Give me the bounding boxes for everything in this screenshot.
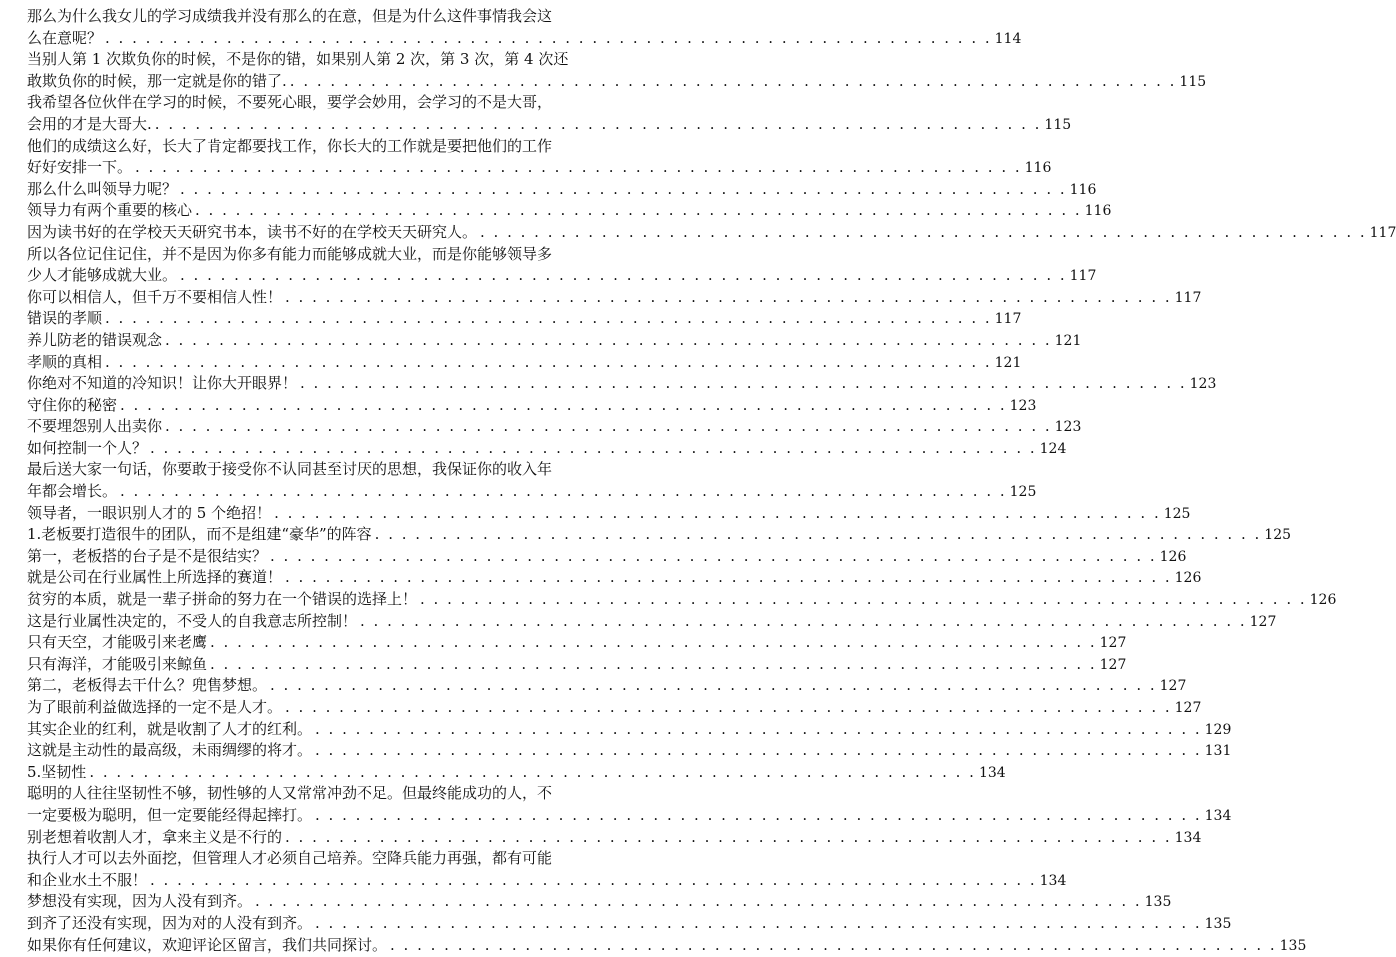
toc-page-number: 125 <box>1009 484 1037 501</box>
toc-entry[interactable] <box>27 632 1127 654</box>
toc-entry-line <box>27 287 1202 309</box>
toc-entry-line <box>27 416 1082 438</box>
toc-entry-line <box>27 200 1112 222</box>
toc-page-number: 116 <box>1024 160 1052 177</box>
toc-entry[interactable] <box>27 136 1052 179</box>
toc-entry[interactable] <box>27 287 1202 309</box>
toc-entry-title: 你可以相信人，但千万不要相信人性！ <box>27 287 283 306</box>
toc-entry[interactable] <box>27 654 1127 676</box>
toc-entry-title: 为了眼前利益做选择的一定不是人才。 <box>27 698 283 716</box>
toc-page-number: 114 <box>994 30 1022 47</box>
dot-leader: . . . . . . . . . . . . . . . . . . . . . . . . . . . . . . . . . . . . . . . . . . . . . . . . . . . . . . . . . . . . . . . . . . <box>210 654 1097 673</box>
toc-entry[interactable] <box>27 244 1097 287</box>
dot-leader: . . . . . . . . . . . . . . . . . . . . . . . . . . . . . . . . . . . . . . . . . . . . . . . . . . . . . . . . . . . . . . . . . . <box>374 525 1262 544</box>
dot-leader: . . . . . . . . . . . . . . . . . . . . . . . . . . . . . . . . . . . . . . . . . . . . . . . . . . . . . . . . . . . . . . . . . . <box>315 805 1202 824</box>
toc-entry-title: 这是行业属性决定的，不受人的自我意志所控制！ <box>27 611 358 630</box>
toc-page-number: 115 <box>1044 116 1072 133</box>
toc-entry-line <box>27 546 1187 568</box>
toc-entry-line <box>27 114 1072 136</box>
toc-entry[interactable] <box>27 222 1396 244</box>
toc-entry-title: 只有海洋，才能吸引来鲸鱼 <box>27 654 208 673</box>
dot-leader: . . . . . . . . . . . . . . . . . . . . . . . . . . . . . . . . . . . . . . . . . . . . . . . . . . . . . . . . . . . . . . . . . . <box>105 28 992 47</box>
toc-entry-title: 养儿防老的错误观念 <box>27 330 163 349</box>
toc-entry-line <box>27 459 584 481</box>
dot-leader: . . . . . . . . . . . . . . . . . . . . . . . . . . . . . . . . . . . . . . . . . . . . . . . . . . . . . . . . . . . . . . . . . . <box>274 503 1161 522</box>
toc-entry-line <box>27 503 1191 525</box>
toc-entry-title: 那么什么叫领导力呢？ <box>27 179 178 198</box>
dot-leader: . . . . . . . . . . . . . . . . . . . . . . . . . . . . . . . . . . . . . . . . . . . . . . . . . . . . . . . . . . . . . . . . . . <box>105 352 992 371</box>
toc-entry-line <box>27 632 1127 654</box>
toc-entry-line <box>27 697 1202 719</box>
toc-entry[interactable] <box>27 308 1022 330</box>
toc-entry-line <box>27 762 1006 784</box>
toc-entry-title: 就是公司在行业属性上所选择的赛道！ <box>27 568 283 587</box>
toc-entry[interactable] <box>27 935 1307 957</box>
toc-entry-title: 他们的成绩这么好，长大了肯定都要找工作，你长大的工作就是要把他们的工作 <box>27 136 553 155</box>
toc-page-number: 129 <box>1204 721 1232 738</box>
toc-entry-line <box>27 179 1097 201</box>
dot-leader: . . . . . . . . . . . . . . . . . . . . . . . . . . . . . . . . . . . . . . . . . . . . . . . . . . . . . . . . . . . . . . . . . . <box>285 698 1172 716</box>
dot-leader: . . . . . . . . . . . . . . . . . . . . . . . . . . . . . . . . . . . . . . . . . . . . . . . . . . . . . . . . . . . . . . . . . . <box>154 114 1042 133</box>
dot-leader: . . . . . . . . . . . . . . . . . . . . . . . . . . . . . . . . . . . . . . . . . . . . . . . . . . . . . . . . . . . . . . . . . . <box>300 374 1187 393</box>
toc-entry-line <box>27 481 1037 503</box>
toc-entry-title: 少人才能够成就大业。 <box>27 266 178 285</box>
dot-leader: . . . . . . . . . . . . . . . . . . . . . . . . . . . . . . . . . . . . . . . . . . . . . . . . . . . . . . . . . . . . . . . . . . <box>135 158 1022 177</box>
toc-page-number: 124 <box>1039 440 1067 457</box>
toc-page-number: 125 <box>1163 505 1191 522</box>
toc-page-number: 116 <box>1084 203 1112 220</box>
toc-page-number: 134 <box>1039 872 1067 889</box>
toc-entry-title: 只有天空，才能吸引来老鹰 <box>27 633 208 652</box>
toc-page-number: 115 <box>1179 73 1207 90</box>
dot-leader: . . . . . . . . . . . . . . . . . . . . . . . . . . . . . . . . . . . . . . . . . . . . . . . . . . . . . . . . . . . . . . . . . . <box>165 417 1052 436</box>
toc-entry-title: 如果你有任何建议，欢迎评论区留言，我们共同探讨。 <box>27 935 388 954</box>
dot-leader: . . . . . . . . . . . . . . . . . . . . . . . . . . . . . . . . . . . . . . . . . . . . . . . . . . . . . . . . . . . . . . . . . . <box>150 870 1037 889</box>
dot-leader: . . . . . . . . . . . . . . . . . . . . . . . . . . . . . . . . . . . . . . . . . . . . . . . . . . . . . . . . . . . . . . . . . . <box>285 827 1172 846</box>
toc-entry-title: 第二，老板得去干什么？兜售梦想。 <box>27 676 268 695</box>
dot-leader: . . . . . . . . . . . . . . . . . . . . . . . . . . . . . . . . . . . . . . . . . . . . . . . . . . . . . . . . . . . . . . . . . . <box>180 179 1067 198</box>
toc-entry-line <box>27 783 584 805</box>
toc-entry[interactable] <box>27 179 1097 201</box>
toc-entry-line <box>27 891 1172 913</box>
toc-entry-line <box>27 654 1127 676</box>
toc-entry-title: 孝顺的真相 <box>27 352 103 371</box>
toc-entry[interactable] <box>27 416 1082 438</box>
toc-page-number: 123 <box>1054 419 1082 436</box>
toc-entry-title: 当别人第 1 次欺负你的时候，不是你的错，如果别人第 2 次，第 3 次，第 4 次还 <box>27 50 569 69</box>
toc-entry-line <box>27 157 1052 179</box>
toc-entry[interactable] <box>27 848 1067 891</box>
toc-entry[interactable] <box>27 827 1202 849</box>
toc-entry-line <box>27 136 584 158</box>
toc-entry-title: 你绝对不知道的冷知识！让你大开眼界！ <box>27 374 298 393</box>
toc-entry-line <box>27 6 584 28</box>
dot-leader: . . . . . . . . . . . . . . . . . . . . . . . . . . . . . . . . . . . . . . . . . . . . . . . . . . . . . . . . . . . . . . . . . . <box>120 482 1007 501</box>
toc-entry[interactable] <box>27 524 1292 546</box>
toc-entry-line <box>27 330 1082 352</box>
toc-entry-line <box>27 675 1187 697</box>
toc-entry-line <box>27 567 1202 589</box>
toc-entry-title: 守住你的秘密 <box>27 395 118 414</box>
toc-entry[interactable] <box>27 611 1277 633</box>
dot-leader: . . . . . . . . . . . . . . . . . . . . . . . . . . . . . . . . . . . . . . . . . . . . . . . . . . . . . . . . . . . . . . . . . . <box>360 611 1247 630</box>
toc-entry-line <box>27 524 1292 546</box>
toc-page-number: 131 <box>1204 743 1232 760</box>
toc-page-number: 117 <box>1069 268 1097 285</box>
toc-entry-title: 贫穷的本质，就是一辈子拼命的努力在一个错误的选择上！ <box>27 590 418 609</box>
toc-entry-line <box>27 827 1202 849</box>
toc-entry-title: 到齐了还没有实现，因为对的人没有到齐。 <box>27 913 313 932</box>
toc-page-number: 117 <box>994 311 1022 328</box>
toc-entry-title: 1.老板要打造很牛的团队，而不是组建“豪华”的阵容 <box>27 525 372 544</box>
toc-entry-line <box>27 352 1022 374</box>
toc-entry[interactable] <box>27 330 1082 352</box>
toc-page-number: 134 <box>978 764 1006 781</box>
dot-leader: . . . . . . . . . . . . . . . . . . . . . . . . . . . . . . . . . . . . . . . . . . . . . . . . . . . . . . . . . . . . . . . . . . <box>210 633 1097 652</box>
dot-leader: . . . . . . . . . . . . . . . . . . . . . . . . . . . . . . . . . . . . . . . . . . . . . . . . . . . . . . . . . . . . . . . . . . <box>315 913 1202 932</box>
toc-entry[interactable] <box>27 92 1072 135</box>
toc-entry-line <box>27 805 1232 827</box>
toc-entry-title: 别老想着收割人才，拿来主义是不行的 <box>27 827 283 846</box>
dot-leader: . . . . . . . . . . . . . . . . . . . . . . . . . . . . . . . . . . . . . . . . . . . . . . . . . . . . . . . . . . . . . . . . . . <box>390 935 1277 954</box>
toc-entry[interactable] <box>27 719 1232 741</box>
toc-page-number: 135 <box>1204 915 1232 932</box>
toc-entry[interactable] <box>27 503 1191 525</box>
toc-entry[interactable] <box>27 438 1067 460</box>
dot-leader: . . . . . . . . . . . . . . . . . . . . . . . . . . . . . . . . . . . . . . . . . . . . . . . . . . . . . . . . . . . . . . . . . . <box>270 676 1157 695</box>
toc-page-number: 134 <box>1174 829 1202 846</box>
toc-page-number: 123 <box>1009 397 1037 414</box>
dot-leader: . . . . . . . . . . . . . . . . . . . . . . . . . . . . . . . . . . . . . . . . . . . . . . . . . . . . . . . . . . . . . . . . . . <box>165 330 1052 349</box>
toc-entry-title: 不要埋怨别人出卖你 <box>27 417 163 436</box>
toc-entry-line <box>27 71 1207 93</box>
dot-leader: . . . . . . . . . . . . . . . . . . . . . . . . . . . . . . . . . . . . . . . . . . . . . . . . . . . . . . . . . . . . . . . . . . <box>285 287 1172 306</box>
toc-page-number: 134 <box>1204 807 1232 824</box>
toc-page-number: 121 <box>994 354 1022 371</box>
toc-page-number: 127 <box>1159 678 1187 695</box>
toc-entry[interactable] <box>27 762 1006 784</box>
toc-entry-line <box>27 740 1232 762</box>
toc-entry-title: 领导力有两个重要的核心 <box>27 201 193 220</box>
table-of-contents <box>27 6 1396 956</box>
toc-entry-title: 年都会增长。 <box>27 482 118 501</box>
dot-leader: . . . . . . . . . . . . . . . . . . . . . . . . . . . . . . . . . . . . . . . . . . . . . . . . . . . . . . . . . . . . . . . . . . <box>150 438 1037 457</box>
toc-page-number: 127 <box>1099 656 1127 673</box>
dot-leader: . . . . . . . . . . . . . . . . . . . . . . . . . . . . . . . . . . . . . . . . . . . . . . . . . . . . . . . . . . . . . . . . . . <box>180 266 1067 285</box>
toc-entry-line <box>27 49 584 71</box>
toc-page-number: 135 <box>1279 937 1307 954</box>
toc-page-number: 116 <box>1069 181 1097 198</box>
toc-entry-title: 好好安排一下。 <box>27 158 133 177</box>
toc-entry[interactable] <box>27 589 1337 611</box>
toc-entry[interactable] <box>27 6 1022 49</box>
toc-entry[interactable] <box>27 373 1217 395</box>
dot-leader: . . . . . . . . . . . . . . . . . . . . . . . . . . . . . . . . . . . . . . . . . . . . . . . . . . . . . . . . . . . . . . . . . . <box>120 395 1007 414</box>
toc-entry[interactable] <box>27 675 1187 697</box>
dot-leader: . . . . . . . . . . . . . . . . . . . . . . . . . . . . . . . . . . . . . . . . . . . . . . . . . . . . . . . . . . . . . . . . . . <box>289 71 1177 90</box>
toc-entry-title: 梦想没有实现，因为人没有到齐。 <box>27 892 253 911</box>
toc-page-number: 126 <box>1174 570 1202 587</box>
toc-entry-title: 5.坚韧性 <box>27 762 87 781</box>
toc-entry[interactable] <box>27 395 1037 417</box>
toc-entry-line <box>27 308 1022 330</box>
toc-entry-line <box>27 935 1307 957</box>
toc-entry[interactable] <box>27 546 1187 568</box>
toc-page-number: 127 <box>1099 635 1127 652</box>
toc-entry-title: 因为读书好的在学校天天研究书本，读书不好的在学校天天研究人。 <box>27 222 478 241</box>
toc-entry-line <box>27 848 584 870</box>
toc-entry-line <box>27 913 1232 935</box>
toc-entry[interactable] <box>27 459 1037 502</box>
toc-entry-title: 最后送大家一句话，你要敢于接受你不认同甚至讨厌的思想，我保证你的收入年 <box>27 460 553 479</box>
toc-entry-title: 领导者，一眼识别人才的 5 个绝招！ <box>27 503 272 522</box>
toc-entry-title: 错误的孝顺 <box>27 309 103 328</box>
toc-page-number: 125 <box>1264 527 1292 544</box>
toc-entry-line <box>27 719 1232 741</box>
toc-entry-line <box>27 244 584 266</box>
dot-leader: . . . . . . . . . . . . . . . . . . . . . . . . . . . . . . . . . . . . . . . . . . . . . . . . . . . . . . . . . . . . . . . . . . <box>285 568 1172 587</box>
toc-page-number: 135 <box>1144 894 1172 911</box>
dot-leader: . . . . . . . . . . . . . . . . . . . . . . . . . . . . . . . . . . . . . . . . . . . . . . . . . . . . . . . . . . . . . . . . . . <box>420 590 1307 609</box>
dot-leader: . . . . . . . . . . . . . . . . . . . . . . . . . . . . . . . . . . . . . . . . . . . . . . . . . . . . . . . . . . . . . . . . . . <box>315 741 1202 760</box>
toc-entry-line <box>27 438 1067 460</box>
toc-page-number: 117 <box>1174 289 1202 306</box>
toc-page-number: 127 <box>1174 700 1202 716</box>
dot-leader: . . . . . . . . . . . . . . . . . . . . . . . . . . . . . . . . . . . . . . . . . . . . . . . . . . . . . . . . . . . . . . . . . . <box>105 309 992 328</box>
dot-leader: . . . . . . . . . . . . . . . . . . . . . . . . . . . . . . . . . . . . . . . . . . . . . . . . . . . . . . . . . . . . . . . . . . <box>195 201 1082 220</box>
dot-leader: . . . . . . . . . . . . . . . . . . . . . . . . . . . . . . . . . . . . . . . . . . . . . . . . . . . . . . . . . . . . . . . . . . <box>255 892 1142 911</box>
toc-entry-line <box>27 92 584 114</box>
toc-entry-title: 敢欺负你的时候，那一定就是你的错了. <box>27 71 287 90</box>
toc-entry-title: 这就是主动性的最高级，未雨绸缪的将才。 <box>27 741 313 760</box>
dot-leader: . . . . . . . . . . . . . . . . . . . . . . . . . . . . . . . . . . . . . . . . . . . . . . . . . . . . . . . . . . . . . . . . . . <box>270 546 1157 565</box>
toc-page-number: 121 <box>1054 332 1082 349</box>
toc-page-number: 126 <box>1309 592 1337 609</box>
toc-entry-title: 如何控制一个人？ <box>27 438 148 457</box>
toc-entry-title: 那么为什么我女儿的学习成绩我并没有那么的在意，但是为什么这件事情我会这 <box>27 7 553 25</box>
toc-entry-title: 和企业水土不服！ <box>27 870 148 889</box>
toc-entry[interactable] <box>27 740 1232 762</box>
toc-entry-line <box>27 28 1022 50</box>
toc-entry[interactable] <box>27 913 1232 935</box>
dot-leader: . . . . . . . . . . . . . . . . . . . . . . . . . . . . . . . . . . . . . . . . . . . . . . . . . . . . . . . . . . . . . . . . . . <box>480 222 1367 241</box>
toc-entry[interactable] <box>27 352 1022 374</box>
toc-page-number: 126 <box>1159 548 1187 565</box>
toc-entry-line <box>27 373 1217 395</box>
toc-entry-line <box>27 222 1396 244</box>
dot-leader: . . . . . . . . . . . . . . . . . . . . . . . . . . . . . . . . . . . . . . . . . . . . . . . . . . . . . . . . . . . . . . . . . . <box>315 719 1202 738</box>
toc-entry[interactable] <box>27 200 1112 222</box>
toc-entry[interactable] <box>27 567 1202 589</box>
toc-entry[interactable] <box>27 49 1207 92</box>
toc-entry-title: 其实企业的红利，就是收割了人才的红利。 <box>27 719 313 738</box>
toc-entry-title: 聪明的人往往坚韧性不够，韧性够的人又常常冲劲不足。但最终能成功的人，不 <box>27 784 553 803</box>
toc-page-number: 127 <box>1249 613 1277 630</box>
toc-entry-title: 所以各位记住记住，并不是因为你多有能力而能够成就大业，而是你能够领导多 <box>27 244 553 263</box>
dot-leader: . . . . . . . . . . . . . . . . . . . . . . . . . . . . . . . . . . . . . . . . . . . . . . . . . . . . . . . . . . . . . . . . . . <box>89 762 976 781</box>
toc-entry-line <box>27 265 1097 287</box>
toc-entry-title: 会用的才是大哥大. <box>27 114 152 133</box>
toc-page-number: 117 <box>1369 224 1396 241</box>
toc-entry[interactable] <box>27 697 1202 719</box>
toc-entry-title: 执行人才可以去外面挖，但管理人才必须自己培养。空降兵能力再强，都有可能 <box>27 849 553 868</box>
toc-entry-line <box>27 870 1067 892</box>
toc-entry-line <box>27 395 1037 417</box>
toc-entry-title: 一定要极为聪明，但一定要能经得起摔打。 <box>27 805 313 824</box>
toc-entry[interactable] <box>27 891 1172 913</box>
toc-entry-title: 第一，老板搭的台子是不是很结实？ <box>27 546 268 565</box>
toc-page-number: 123 <box>1189 376 1217 393</box>
toc-entry[interactable] <box>27 783 1232 826</box>
toc-entry-title: 我希望各位伙伴在学习的时候，不要死心眼，要学会妙用，会学习的不是大哥， <box>27 93 553 112</box>
toc-entry-title: 么在意呢？ <box>27 28 103 47</box>
toc-entry-line <box>27 589 1337 611</box>
toc-entry-line <box>27 611 1277 633</box>
